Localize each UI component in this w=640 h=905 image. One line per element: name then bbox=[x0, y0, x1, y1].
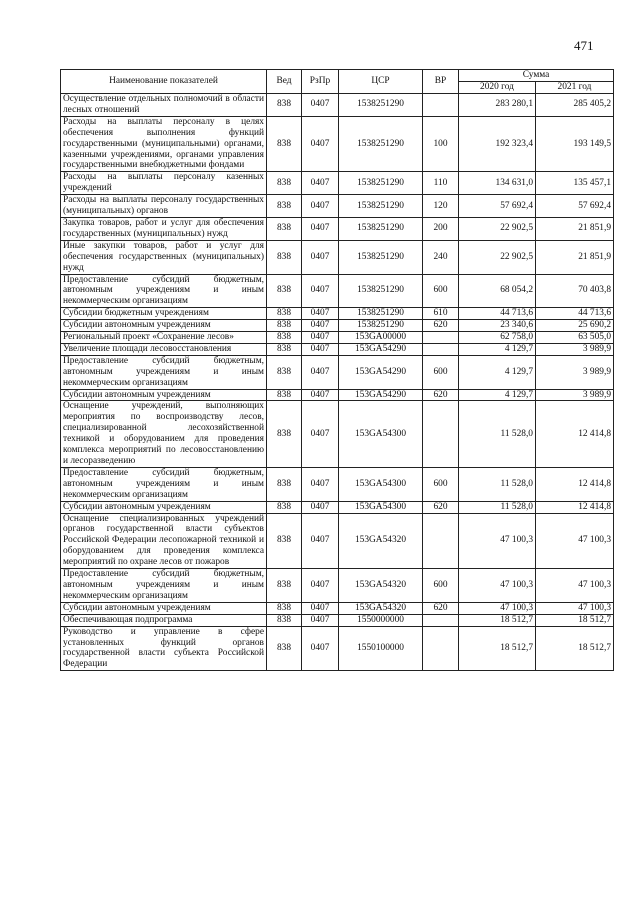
cell-2021: 25 690,2 bbox=[536, 320, 614, 332]
cell-csr: 1538251290 bbox=[339, 217, 423, 240]
cell-vr: 600 bbox=[423, 569, 459, 603]
table-body bbox=[61, 94, 614, 671]
cell-2020: 134 631,0 bbox=[459, 172, 536, 195]
header-vr: ВР bbox=[423, 70, 459, 94]
cell-2021: 135 457,1 bbox=[536, 172, 614, 195]
cell-csr: 1550100000 bbox=[339, 626, 423, 671]
cell-rzpr: 0407 bbox=[302, 94, 339, 117]
cell-2021: 57 692,4 bbox=[536, 195, 614, 218]
table-row bbox=[61, 343, 614, 355]
cell-2020: 283 280,1 bbox=[459, 94, 536, 117]
table-row bbox=[61, 602, 614, 614]
cell-2020: 4 129,7 bbox=[459, 343, 536, 355]
cell-2021: 12 414,8 bbox=[536, 401, 614, 467]
header-name: Наименование показателей bbox=[61, 70, 267, 94]
cell-2020: 11 528,0 bbox=[459, 467, 536, 501]
table-row bbox=[61, 513, 614, 569]
cell-csr: 1538251290 bbox=[339, 195, 423, 218]
table-row bbox=[61, 332, 614, 344]
cell-ved: 838 bbox=[267, 467, 302, 501]
cell-rzpr: 0407 bbox=[302, 172, 339, 195]
cell-2020: 57 692,4 bbox=[459, 195, 536, 218]
table-header bbox=[61, 70, 614, 94]
cell-ved: 838 bbox=[267, 355, 302, 389]
cell-name: Расходы на выплаты персоналу в целях обеспечения выполнения функций государственными (муниципальными) органами, казенными учреждениями, органами управления государственными внебюджетными фондами bbox=[61, 116, 267, 172]
cell-vr: 600 bbox=[423, 355, 459, 389]
table-row bbox=[61, 240, 614, 274]
cell-csr: 1538251290 bbox=[339, 274, 423, 308]
cell-csr: 153GA54290 bbox=[339, 343, 423, 355]
cell-ved: 838 bbox=[267, 569, 302, 603]
cell-ved: 838 bbox=[267, 389, 302, 401]
cell-csr: 1538251290 bbox=[339, 320, 423, 332]
cell-vr: 600 bbox=[423, 467, 459, 501]
header-ved: Вед bbox=[267, 70, 302, 94]
table-row bbox=[61, 195, 614, 218]
cell-2021: 21 851,9 bbox=[536, 217, 614, 240]
table-row bbox=[61, 501, 614, 513]
cell-rzpr: 0407 bbox=[302, 602, 339, 614]
cell-rzpr: 0407 bbox=[302, 308, 339, 320]
cell-rzpr: 0407 bbox=[302, 217, 339, 240]
cell-rzpr: 0407 bbox=[302, 116, 339, 172]
cell-csr: 153GA54320 bbox=[339, 513, 423, 569]
cell-vr: 600 bbox=[423, 274, 459, 308]
cell-csr: 1538251290 bbox=[339, 116, 423, 172]
cell-csr: 1538251290 bbox=[339, 240, 423, 274]
cell-rzpr: 0407 bbox=[302, 274, 339, 308]
cell-rzpr: 0407 bbox=[302, 332, 339, 344]
table-row bbox=[61, 94, 614, 117]
table-row bbox=[61, 569, 614, 603]
cell-2021: 12 414,8 bbox=[536, 501, 614, 513]
cell-name: Субсидии автономным учреждениям bbox=[61, 501, 267, 513]
cell-vr bbox=[423, 614, 459, 626]
table-row bbox=[61, 389, 614, 401]
budget-table bbox=[60, 69, 614, 671]
cell-name: Расходы на выплаты персоналу казенных учреждений bbox=[61, 172, 267, 195]
cell-2021: 47 100,3 bbox=[536, 513, 614, 569]
cell-ved: 838 bbox=[267, 274, 302, 308]
cell-name: Увеличение площади лесовосстановления bbox=[61, 343, 267, 355]
header-year-2021: 2021 год bbox=[536, 82, 614, 94]
cell-2021: 285 405,2 bbox=[536, 94, 614, 117]
cell-ved: 838 bbox=[267, 513, 302, 569]
cell-rzpr: 0407 bbox=[302, 389, 339, 401]
header-sum: Сумма bbox=[459, 70, 614, 82]
cell-ved: 838 bbox=[267, 308, 302, 320]
cell-rzpr: 0407 bbox=[302, 569, 339, 603]
cell-vr: 240 bbox=[423, 240, 459, 274]
cell-2020: 11 528,0 bbox=[459, 401, 536, 467]
cell-name: Обеспечивающая подпрограмма bbox=[61, 614, 267, 626]
cell-ved: 838 bbox=[267, 172, 302, 195]
cell-csr: 153GA54320 bbox=[339, 602, 423, 614]
cell-name: Предоставление субсидий бюджетным, автономным учреждениям и иным некоммерческим организациям bbox=[61, 467, 267, 501]
header-year-2020: 2020 год bbox=[459, 82, 536, 94]
cell-ved: 838 bbox=[267, 332, 302, 344]
cell-2020: 18 512,7 bbox=[459, 626, 536, 671]
cell-rzpr: 0407 bbox=[302, 320, 339, 332]
cell-2020: 11 528,0 bbox=[459, 501, 536, 513]
cell-csr: 153GA54320 bbox=[339, 569, 423, 603]
cell-vr bbox=[423, 332, 459, 344]
cell-2020: 192 323,4 bbox=[459, 116, 536, 172]
cell-2020: 47 100,3 bbox=[459, 513, 536, 569]
cell-2020: 4 129,7 bbox=[459, 355, 536, 389]
cell-csr: 1538251290 bbox=[339, 94, 423, 117]
cell-name: Оснащение специализированных учреждений органов государственной власти субъектов Российской Федерации лесопожарной техникой и оборудованием для проведения комплекса мероприятий по охране лесов от пожаров bbox=[61, 513, 267, 569]
cell-vr: 620 bbox=[423, 501, 459, 513]
cell-2021: 3 989,9 bbox=[536, 343, 614, 355]
cell-2020: 68 054,2 bbox=[459, 274, 536, 308]
cell-rzpr: 0407 bbox=[302, 355, 339, 389]
cell-name: Предоставление субсидий бюджетным, автономным учреждениям и иным некоммерческим организациям bbox=[61, 355, 267, 389]
cell-2021: 193 149,5 bbox=[536, 116, 614, 172]
table-row bbox=[61, 626, 614, 671]
cell-csr: 153GA54300 bbox=[339, 501, 423, 513]
cell-name: Субсидии автономным учреждениям bbox=[61, 389, 267, 401]
cell-name: Предоставление субсидий бюджетным, автономным учреждениям и иным некоммерческим организациям bbox=[61, 274, 267, 308]
cell-2021: 21 851,9 bbox=[536, 240, 614, 274]
cell-name: Иные закупки товаров, работ и услуг для обеспечения государственных (муниципальных) нужд bbox=[61, 240, 267, 274]
cell-vr: 100 bbox=[423, 116, 459, 172]
table-row bbox=[61, 308, 614, 320]
cell-rzpr: 0407 bbox=[302, 343, 339, 355]
cell-csr: 1538251290 bbox=[339, 308, 423, 320]
cell-2020: 62 758,0 bbox=[459, 332, 536, 344]
cell-rzpr: 0407 bbox=[302, 467, 339, 501]
table-row bbox=[61, 116, 614, 172]
table-row bbox=[61, 355, 614, 389]
cell-name: Оснащение учреждений, выполняющих мероприятия по воспроизводству лесов, специализированной лесохозяйственной техникой и оборудованием для проведения комплекса мероприятий по лесовосстановлению и лесоразведению bbox=[61, 401, 267, 467]
cell-ved: 838 bbox=[267, 240, 302, 274]
page-number: 471 bbox=[574, 38, 594, 53]
header-rzpr: РзПр bbox=[302, 70, 339, 94]
cell-rzpr: 0407 bbox=[302, 513, 339, 569]
table-row bbox=[61, 467, 614, 501]
cell-name: Субсидии автономным учреждениям bbox=[61, 602, 267, 614]
cell-vr: 110 bbox=[423, 172, 459, 195]
cell-2020: 18 512,7 bbox=[459, 614, 536, 626]
cell-2020: 22 902,5 bbox=[459, 217, 536, 240]
cell-2020: 22 902,5 bbox=[459, 240, 536, 274]
cell-rzpr: 0407 bbox=[302, 614, 339, 626]
cell-rzpr: 0407 bbox=[302, 195, 339, 218]
cell-2021: 44 713,6 bbox=[536, 308, 614, 320]
cell-ved: 838 bbox=[267, 401, 302, 467]
cell-ved: 838 bbox=[267, 320, 302, 332]
cell-vr bbox=[423, 626, 459, 671]
table-row bbox=[61, 217, 614, 240]
cell-name: Субсидии автономным учреждениям bbox=[61, 320, 267, 332]
cell-2021: 47 100,3 bbox=[536, 569, 614, 603]
table-row bbox=[61, 614, 614, 626]
cell-2021: 12 414,8 bbox=[536, 467, 614, 501]
cell-2021: 3 989,9 bbox=[536, 389, 614, 401]
cell-ved: 838 bbox=[267, 195, 302, 218]
cell-ved: 838 bbox=[267, 602, 302, 614]
cell-2020: 44 713,6 bbox=[459, 308, 536, 320]
cell-vr: 120 bbox=[423, 195, 459, 218]
cell-name: Предоставление субсидий бюджетным, автономным учреждениям и иным некоммерческим организациям bbox=[61, 569, 267, 603]
cell-ved: 838 bbox=[267, 94, 302, 117]
cell-vr bbox=[423, 513, 459, 569]
cell-2020: 23 340,6 bbox=[459, 320, 536, 332]
cell-ved: 838 bbox=[267, 614, 302, 626]
cell-2021: 3 989,9 bbox=[536, 355, 614, 389]
cell-name: Закупка товаров, работ и услуг для обеспечения государственных (муниципальных) нужд bbox=[61, 217, 267, 240]
cell-csr: 153GA00000 bbox=[339, 332, 423, 344]
cell-name: Субсидии бюджетным учреждениям bbox=[61, 308, 267, 320]
cell-vr: 610 bbox=[423, 308, 459, 320]
cell-vr bbox=[423, 94, 459, 117]
cell-name: Осуществление отдельных полномочий в области лесных отношений bbox=[61, 94, 267, 117]
table-row bbox=[61, 274, 614, 308]
cell-csr: 153GA54290 bbox=[339, 355, 423, 389]
header-csr: ЦСР bbox=[339, 70, 423, 94]
cell-2021: 18 512,7 bbox=[536, 626, 614, 671]
cell-2020: 47 100,3 bbox=[459, 602, 536, 614]
cell-rzpr: 0407 bbox=[302, 626, 339, 671]
table-row bbox=[61, 401, 614, 467]
cell-2021: 70 403,8 bbox=[536, 274, 614, 308]
cell-csr: 1538251290 bbox=[339, 172, 423, 195]
cell-name: Расходы на выплаты персоналу государственных (муниципальных) органов bbox=[61, 195, 267, 218]
cell-rzpr: 0407 bbox=[302, 240, 339, 274]
cell-csr: 1550000000 bbox=[339, 614, 423, 626]
cell-csr: 153GA54300 bbox=[339, 467, 423, 501]
cell-name: Региональный проект «Сохранение лесов» bbox=[61, 332, 267, 344]
cell-ved: 838 bbox=[267, 626, 302, 671]
table-row bbox=[61, 320, 614, 332]
cell-csr: 153GA54290 bbox=[339, 389, 423, 401]
cell-vr bbox=[423, 343, 459, 355]
cell-name: Руководство и управление в сфере установленных функций органов государственной власти субъекта Российской Федерации bbox=[61, 626, 267, 671]
cell-2021: 18 512,7 bbox=[536, 614, 614, 626]
cell-2021: 63 505,0 bbox=[536, 332, 614, 344]
cell-vr: 620 bbox=[423, 389, 459, 401]
cell-ved: 838 bbox=[267, 116, 302, 172]
cell-vr: 620 bbox=[423, 602, 459, 614]
cell-2021: 47 100,3 bbox=[536, 602, 614, 614]
cell-csr: 153GA54300 bbox=[339, 401, 423, 467]
cell-ved: 838 bbox=[267, 343, 302, 355]
cell-ved: 838 bbox=[267, 217, 302, 240]
cell-rzpr: 0407 bbox=[302, 501, 339, 513]
cell-vr: 200 bbox=[423, 217, 459, 240]
cell-2020: 4 129,7 bbox=[459, 389, 536, 401]
cell-vr: 620 bbox=[423, 320, 459, 332]
cell-2020: 47 100,3 bbox=[459, 569, 536, 603]
cell-rzpr: 0407 bbox=[302, 401, 339, 467]
cell-ved: 838 bbox=[267, 501, 302, 513]
cell-vr bbox=[423, 401, 459, 467]
table-row bbox=[61, 172, 614, 195]
